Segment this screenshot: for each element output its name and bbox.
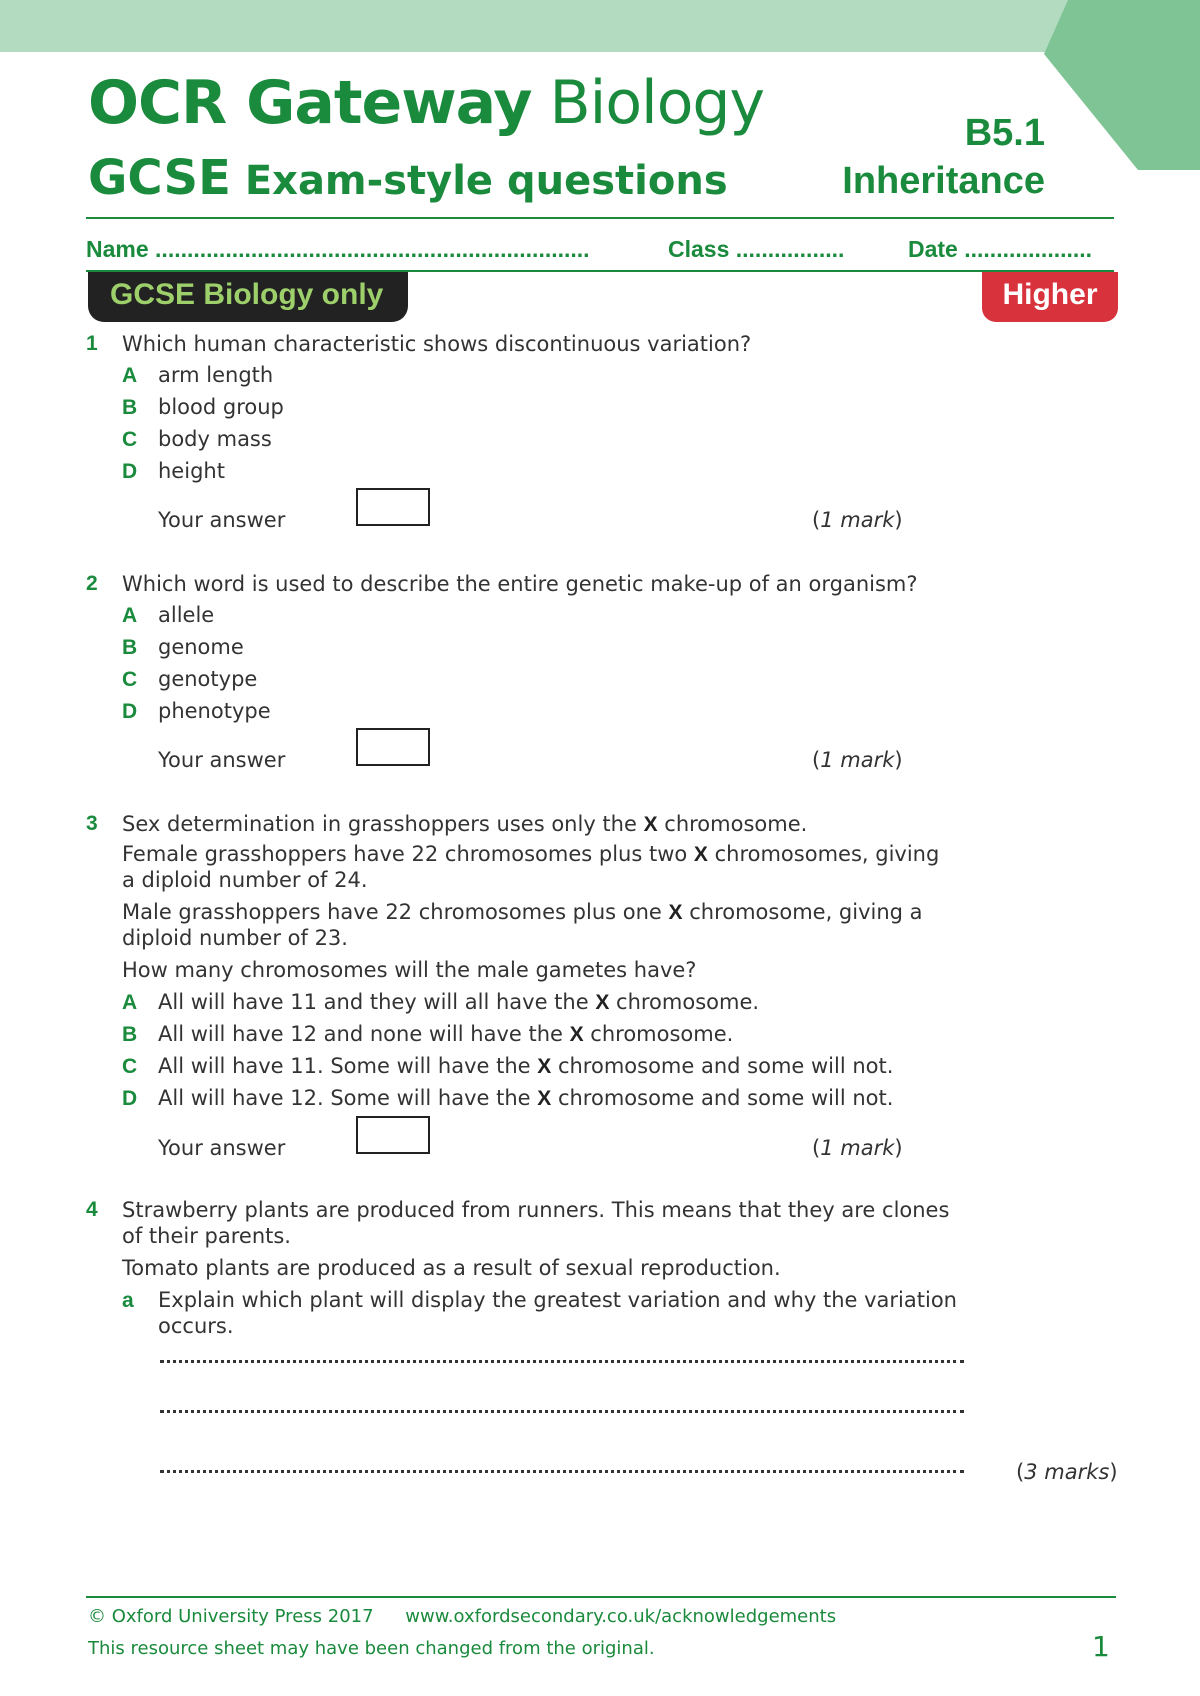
answer-label: Your answer (158, 508, 286, 532)
x-chromosome: X (693, 843, 708, 866)
option-letter: C (122, 428, 138, 451)
part-a (122, 1288, 957, 1313)
option-text: All will have 12. Some will have the (158, 1086, 538, 1110)
option-letter: A (122, 991, 138, 1014)
option-letter: A (122, 604, 138, 627)
corner-decoration (1020, 0, 1200, 170)
mark-text: 1 mark (820, 1136, 895, 1160)
x-chromosome: X (668, 901, 683, 924)
option-text: All will have 11. Some will have the (158, 1054, 538, 1078)
question-line-3: Tomato plants are produced as a result of sexual reproduction. (122, 1256, 781, 1280)
topic-title: Inheritance (842, 160, 1045, 202)
mark-text: 3 marks (1024, 1460, 1110, 1484)
option-letter: B (122, 636, 138, 659)
text-segment: chromosomes, giving (707, 842, 940, 866)
option-letter: D (122, 1087, 138, 1110)
option-text: body mass (158, 427, 272, 451)
mark-open: ( (1016, 1460, 1025, 1484)
option-c[interactable] (122, 667, 257, 692)
question-text: Which human characteristic shows discontinuous variation? (122, 332, 752, 356)
answer-box[interactable] (356, 488, 430, 526)
mark-close: ) (894, 1136, 903, 1160)
option-text: chromosome. (609, 990, 760, 1014)
answer-line-1[interactable] (160, 1360, 964, 1363)
option-letter: A (122, 364, 138, 387)
title-subject: Biology (549, 68, 765, 138)
answer-line-2[interactable] (160, 1410, 964, 1413)
option-text: All will have 11 and they will all have the (158, 990, 596, 1014)
option-d[interactable] (122, 699, 271, 724)
x-chromosome: X (537, 1055, 552, 1078)
option-letter: C (122, 1055, 138, 1078)
question-line-1 (122, 812, 807, 837)
answer-line-3[interactable] (160, 1470, 964, 1473)
page-subtitle (88, 150, 728, 206)
higher-tier-badge: Higher (982, 272, 1118, 322)
student-fields (86, 236, 1114, 266)
question-text: Which word is used to describe the entire genetic make-up of an organism? (122, 572, 918, 596)
date-field[interactable]: Date .................... (908, 236, 1093, 262)
option-text: chromosome and some will not. (551, 1054, 894, 1078)
part-letter: a (122, 1289, 134, 1312)
question-line-2 (122, 842, 939, 867)
mark-open: ( (812, 1136, 821, 1160)
option-d[interactable] (122, 1086, 893, 1111)
mark-allocation (812, 508, 903, 532)
mark-close: ) (1109, 1460, 1118, 1484)
question-line-6: How many chromosomes will the male gametes have? (122, 958, 697, 982)
acknowledgements-link[interactable]: www.oxfordsecondary.co.uk/acknowledgements (405, 1606, 837, 1627)
option-text: blood group (158, 395, 284, 419)
option-text: chromosome. (583, 1022, 734, 1046)
x-chromosome: X (569, 1023, 584, 1046)
x-chromosome: X (537, 1087, 552, 1110)
page-number: 1 (1092, 1630, 1110, 1663)
option-text: All will have 12 and none will have the (158, 1022, 570, 1046)
answer-label: Your answer (158, 1136, 286, 1160)
footer-note: This resource sheet may have been changed from the original. (88, 1638, 655, 1659)
mark-close: ) (894, 508, 903, 532)
text-segment: chromosome. (657, 812, 808, 836)
x-chromosome: X (643, 813, 658, 836)
text-segment: chromosome, giving a (682, 900, 923, 924)
footer-divider (86, 1596, 1116, 1598)
option-text: arm length (158, 363, 274, 387)
mark-text: 1 mark (820, 508, 895, 532)
question-line-2: of their parents. (122, 1224, 291, 1248)
mark-text: 1 mark (820, 748, 895, 772)
option-letter: D (122, 460, 138, 483)
subtitle-gcse: GCSE (88, 150, 231, 206)
question-line-1: Strawberry plants are produced from runners. This means that they are clones (122, 1198, 950, 1222)
option-b[interactable] (122, 1022, 733, 1047)
option-letter: C (122, 668, 138, 691)
option-a[interactable] (122, 603, 214, 628)
part-text: Explain which plant will display the greatest variation and why the variation (158, 1288, 957, 1312)
mark-open: ( (812, 508, 821, 532)
option-b[interactable] (122, 395, 284, 420)
answer-box[interactable] (356, 1116, 430, 1154)
text-segment: Sex determination in grasshoppers uses only the (122, 812, 644, 836)
answer-box[interactable] (356, 728, 430, 766)
option-text: genotype (158, 667, 258, 691)
question-line-3: a diploid number of 24. (122, 868, 368, 892)
mark-open: ( (812, 748, 821, 772)
subtitle-rest: Exam-style questions (244, 158, 728, 204)
copyright: © Oxford University Press 2017 (88, 1606, 374, 1627)
option-letter: B (122, 1023, 138, 1046)
option-a[interactable] (122, 363, 273, 388)
text-segment: Male grasshoppers have 22 chromosomes plus one (122, 900, 669, 924)
question-line-4 (122, 900, 923, 925)
footer-line-1 (88, 1606, 836, 1627)
option-text: allele (158, 603, 215, 627)
question-number: 4 (86, 1198, 98, 1221)
option-text: height (158, 459, 225, 483)
option-a[interactable] (122, 990, 759, 1015)
header-divider (86, 217, 1114, 219)
option-text: genome (158, 635, 244, 659)
question-line-5: diploid number of 23. (122, 926, 348, 950)
answer-label: Your answer (158, 748, 286, 772)
mark-allocation (812, 1136, 903, 1160)
title-bold: OCR Gateway (88, 68, 532, 138)
question-number: 3 (86, 812, 98, 835)
text-segment: Female grasshoppers have 22 chromosomes plus two (122, 842, 694, 866)
x-chromosome: X (595, 991, 610, 1014)
class-field[interactable]: Class ................. (668, 236, 845, 262)
option-d[interactable] (122, 459, 225, 484)
mark-close: ) (894, 748, 903, 772)
q4-mark-allocation (1016, 1460, 1118, 1484)
mark-allocation (812, 748, 903, 772)
option-letter: B (122, 396, 138, 419)
question-number: 2 (86, 572, 98, 595)
biology-only-badge: GCSE Biology only (88, 272, 408, 322)
option-b[interactable] (122, 635, 244, 660)
topic-code: B5.1 (964, 112, 1045, 154)
option-c[interactable] (122, 1054, 893, 1079)
page-title (88, 68, 764, 138)
name-field[interactable]: Name .................................................................... (86, 236, 590, 262)
option-text: chromosome and some will not. (551, 1086, 894, 1110)
option-c[interactable] (122, 427, 272, 452)
part-text-cont: occurs. (158, 1314, 234, 1338)
option-letter: D (122, 700, 138, 723)
option-text: phenotype (158, 699, 271, 723)
question-number: 1 (86, 332, 98, 355)
